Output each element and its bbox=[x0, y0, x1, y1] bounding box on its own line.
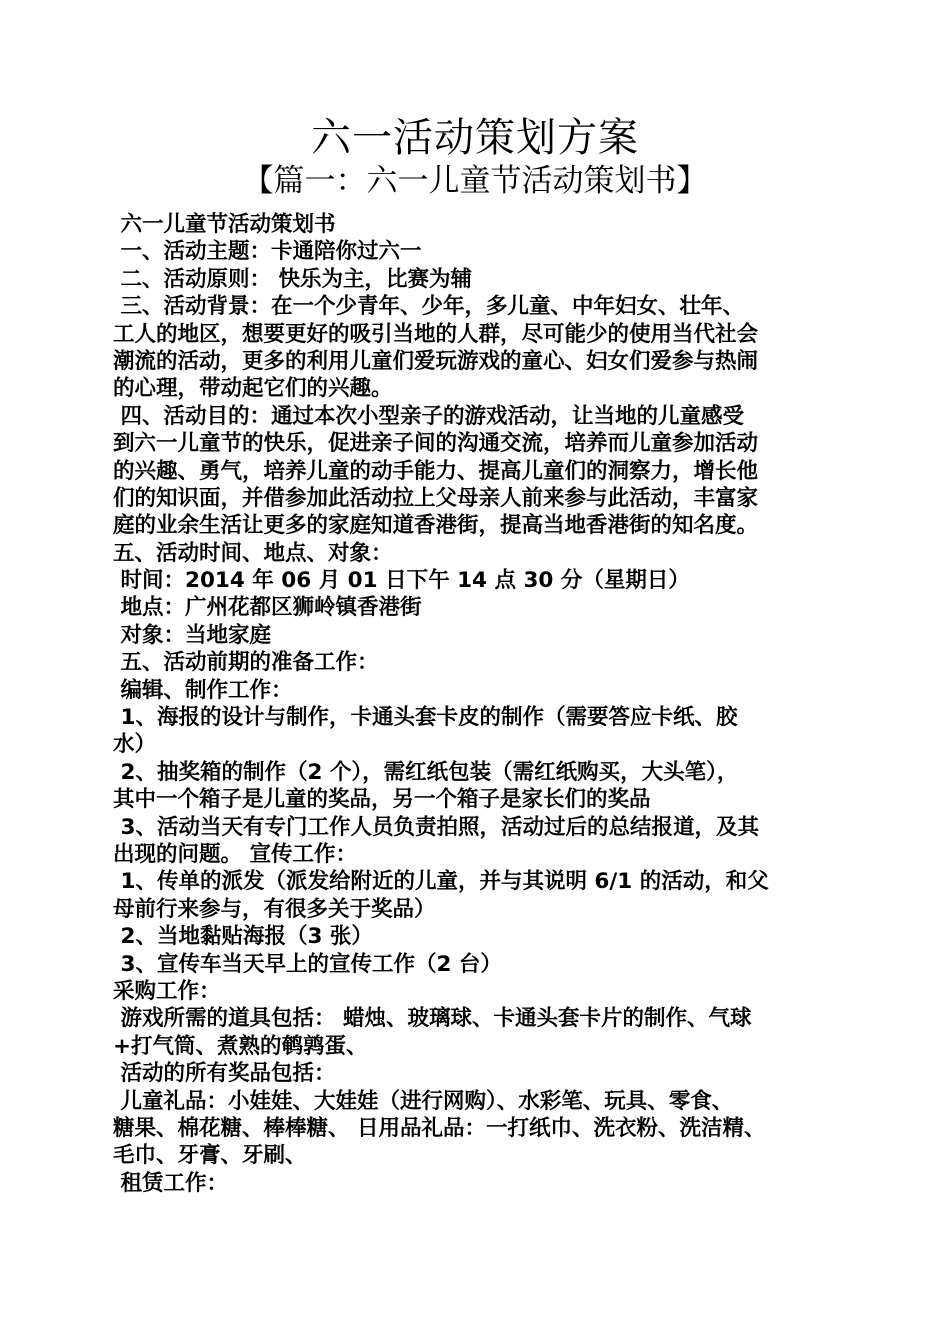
body-line: 出现的问题。 宣传工作： bbox=[113, 841, 357, 867]
body-line: 采购工作： bbox=[113, 978, 221, 1004]
body-line: 2、当地黏贴海报（3 张） bbox=[113, 924, 373, 950]
body-line: 潮流的活动，更多的利用儿童们爱玩游戏的童心、妇女们爱参与热闹 bbox=[113, 348, 759, 374]
body-line: 2、抽奖箱的制作（2 个），需红纸包装（需红纸购买，大头笔）， bbox=[113, 759, 739, 785]
body-line: 对象：当地家庭 bbox=[113, 622, 271, 648]
body-line: 四、活动目的：通过本次小型亲子的游戏活动，让当地的儿童感受 bbox=[113, 403, 744, 429]
body-line: 糖果、棉花糖、棒棒糖、 日用品礼品：一打纸巾、洗衣粉、洗洁精、 bbox=[113, 1115, 766, 1141]
body-line: 三、活动背景：在一个少青年、少年，多儿童、中年妇女、壮年、 bbox=[113, 294, 744, 320]
body-line: 工人的地区，想要更好的吸引当地的人群，尽可能少的使用当代社会 bbox=[113, 321, 759, 347]
body-line: 游戏所需的道具包括： 蜡烛、玻璃球、卡通头套卡片的制作、气球 bbox=[113, 1006, 752, 1032]
body-line: 地点：广州花都区狮岭镇香港街 bbox=[113, 595, 422, 621]
body-line: 们的知识面，并借参加此活动拉上父母亲人前来参与此活动，丰富家 bbox=[113, 485, 759, 511]
body-line: 水） bbox=[113, 732, 157, 758]
body-line: 3、活动当天有专门工作人员负责拍照，活动过后的总结报道，及其 bbox=[113, 814, 759, 840]
body-line: 五、活动前期的准备工作： bbox=[113, 650, 379, 676]
body-line: 活动的所有奖品包括： bbox=[113, 1061, 336, 1087]
page-subtitle: 【篇一：六一儿童节活动策划书】 bbox=[242, 163, 708, 199]
document-body bbox=[113, 211, 838, 1197]
body-line: 庭的业余生活让更多的家庭知道香港街，提高当地香港街的知名度。 bbox=[113, 513, 759, 539]
page-title: 六一活动策划方案 bbox=[311, 115, 639, 161]
body-line: +打气筒、煮熟的鹌鹑蛋、 bbox=[113, 1033, 368, 1059]
body-line: 1、传单的派发（派发给附近的儿童，并与其说明 6/1 的活动，和父 bbox=[113, 869, 769, 895]
body-line: 的心理，带动起它们的兴趣。 bbox=[113, 376, 393, 402]
body-line: 编辑、制作工作： bbox=[113, 677, 293, 703]
body-line: 的兴趣、勇气，培养儿童的动手能力、提高儿童们的洞察力，增长他 bbox=[113, 458, 759, 484]
body-line: 其中一个箱子是儿童的奖品，另一个箱子是家长们的奖品 bbox=[113, 787, 651, 813]
body-line: 时间：2014 年 06 月 01 日下午 14 点 30 分（星期日） bbox=[113, 568, 690, 594]
body-line: 二、活动原则： 快乐为主，比赛为辅 bbox=[113, 266, 472, 292]
body-line: 儿童礼品：小娃娃、大娃娃（进行网购）、水彩笔、玩具、零食、 bbox=[113, 1088, 734, 1114]
body-line: 一、活动主题：卡通陪你过六一 bbox=[113, 239, 422, 265]
body-line: 到六一儿童节的快乐，促进亲子间的沟通交流，培养而儿童参加活动 bbox=[113, 431, 759, 457]
body-line: 3、宣传车当天早上的宣传工作（2 台） bbox=[113, 951, 502, 977]
body-line: 1、海报的设计与制作，卡通头套卡皮的制作（需要答应卡纸、胶 bbox=[113, 705, 738, 731]
body-line: 六一儿童节活动策划书 bbox=[113, 212, 336, 237]
body-line: 毛巾、牙膏、牙刷、 bbox=[113, 1143, 307, 1169]
body-line: 五、活动时间、地点、对象： bbox=[113, 540, 393, 566]
body-line: 租赁工作： bbox=[113, 1170, 228, 1196]
body-line: 母前行来参与，有很多关于奖品） bbox=[113, 896, 436, 922]
